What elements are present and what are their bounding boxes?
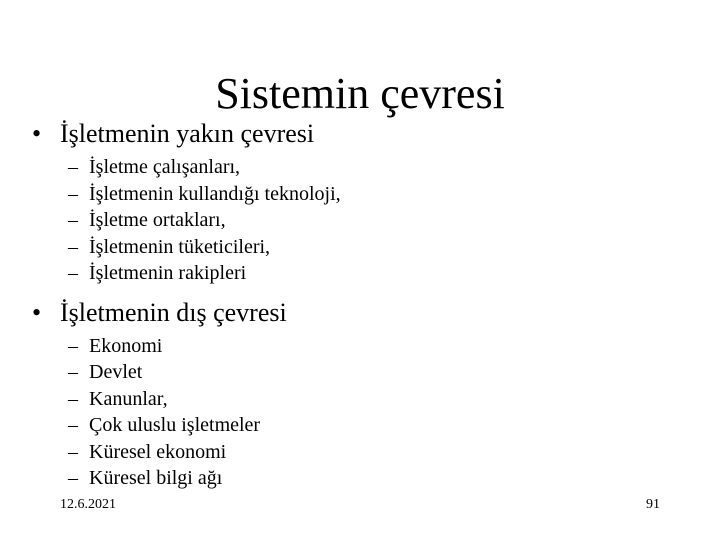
list-item xyxy=(32,465,692,492)
dash-icon: – xyxy=(68,209,78,231)
list-item-text: Devlet xyxy=(89,361,143,383)
sub-list-near-environment xyxy=(32,154,692,287)
list-item xyxy=(32,181,692,208)
list-item-text: İşletmenin tüketicileri, xyxy=(89,235,271,258)
dash-icon: – xyxy=(68,262,78,284)
list-item xyxy=(32,234,692,261)
section-heading-outer-environment xyxy=(32,297,692,329)
list-item xyxy=(32,207,692,234)
list-item-text: İşletmenin kullandığı teknoloji, xyxy=(89,182,341,205)
footer-date: 12.6.2021 xyxy=(60,497,116,512)
list-item xyxy=(32,154,692,181)
dash-icon: – xyxy=(68,334,78,357)
list-item-text: İşletme çalışanları, xyxy=(89,156,241,178)
dash-icon: – xyxy=(68,182,78,205)
list-item-text: İşletme ortakları, xyxy=(89,209,226,231)
slide-title xyxy=(0,66,720,122)
list-item xyxy=(32,439,692,466)
bullet-icon: • xyxy=(32,297,42,327)
sub-list-outer-environment xyxy=(32,333,692,492)
list-item-text: Çok uluslu işletmeler xyxy=(89,414,261,436)
dash-icon: – xyxy=(68,156,78,178)
list-item xyxy=(32,412,692,439)
list-item xyxy=(32,260,692,287)
dash-icon: – xyxy=(68,361,78,383)
page-number: 91 xyxy=(646,497,660,512)
list-item-text: Ekonomi xyxy=(89,334,163,357)
list-item-text: Kanunlar, xyxy=(89,387,168,410)
slide-title-text: Sistemin çevresi xyxy=(215,69,505,118)
list-item-text: Küresel ekonomi xyxy=(89,440,227,463)
dash-icon: – xyxy=(68,387,78,410)
list-item xyxy=(32,386,692,413)
dash-icon: – xyxy=(68,235,78,258)
slide-content xyxy=(32,118,692,496)
bullet-icon: • xyxy=(32,119,42,148)
section-heading-text: İşletmenin dış çevresi xyxy=(60,297,287,327)
section-heading-near-environment xyxy=(32,118,692,150)
list-item xyxy=(32,333,692,360)
list-item xyxy=(32,359,692,386)
list-item-text: Küresel bilgi ağı xyxy=(89,467,223,489)
section-heading-text: İşletmenin yakın çevresi xyxy=(60,119,315,148)
dash-icon: – xyxy=(68,440,78,463)
dash-icon: – xyxy=(68,414,78,436)
dash-icon: – xyxy=(68,467,78,489)
list-item-text: İşletmenin rakipleri xyxy=(89,262,247,284)
